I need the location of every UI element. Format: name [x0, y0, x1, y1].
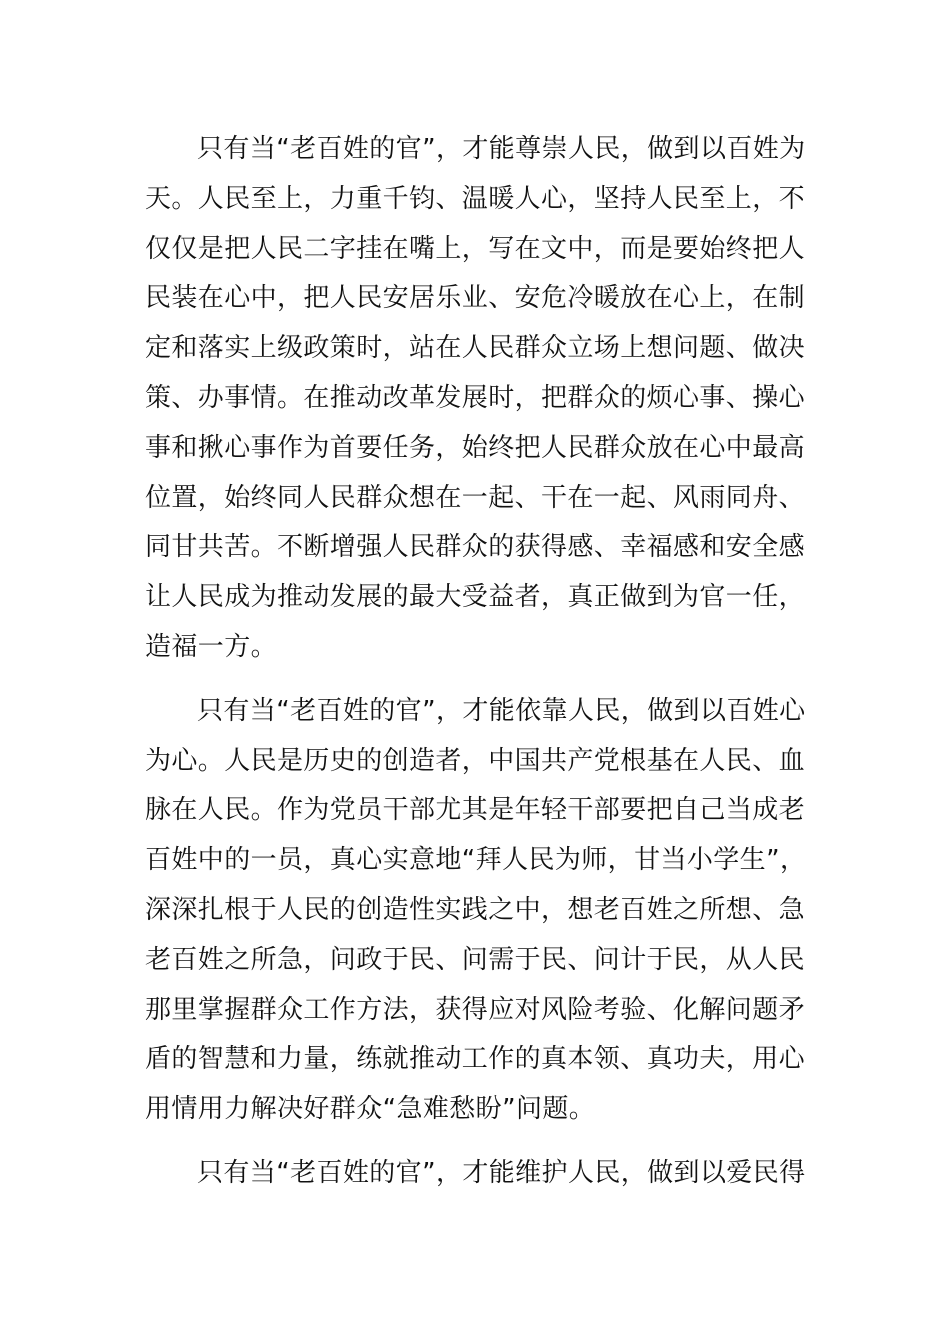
text-line: 用情用力解决好群众“急难愁盼”问题。 — [145, 1094, 596, 1125]
text-line: 老百姓之所急，问政于民、问需于民、问计于民，从人民 — [145, 944, 806, 975]
text-line: 位置，始终同人民群众想在一起、干在一起、风雨同舟、 — [145, 482, 806, 513]
text-line: 事和揪心事作为首要任务，始终把人民群众放在心中最高 — [145, 432, 806, 463]
paragraph-2 — [145, 687, 807, 1135]
text-line: 只有当“老百姓的官”，才能依靠人民，做到以百姓心 — [197, 695, 806, 726]
text-line: 只有当“老百姓的官”，才能尊崇人民，做到以百姓为 — [197, 134, 806, 164]
text-line: 策、办事情。在推动改革发展时，把群众的烦心事、操心 — [145, 382, 806, 413]
text-line: 让人民成为推动发展的最大受益者，真正做到为官一任， — [145, 582, 806, 613]
text-line: 民装在心中，把人民安居乐业、安危冷暖放在心上，在制 — [145, 283, 806, 314]
text-line: 造福一方。 — [145, 631, 278, 662]
text-line: 只有当“老百姓的官”，才能维护人民，做到以爱民得 — [197, 1157, 806, 1188]
paragraph-3 — [145, 1149, 807, 1199]
text-line: 盾的智慧和力量，练就推动工作的真本领、真功夫，用心 — [145, 1044, 806, 1075]
text-line: 深深扎根于人民的创造性实践之中，想老百姓之所想、急 — [145, 894, 806, 925]
text-line: 百姓中的一员，真心实意地“拜人民为师，甘当小学生”， — [145, 845, 807, 876]
text-line: 为心。人民是历史的创造者，中国共产党根基在人民、血 — [145, 745, 806, 776]
text-line: 仅仅是把人民二字挂在嘴上，写在文中，而是要始终把人 — [145, 233, 806, 264]
text-line: 定和落实上级政策时，站在人民群众立场上想问题、做决 — [145, 333, 806, 364]
document-body — [145, 125, 807, 1213]
text-line: 脉在人民。作为党员干部尤其是年轻干部要把自己当成老 — [145, 795, 806, 826]
text-line: 同甘共苦。不断增强人民群众的获得感、幸福感和安全感 — [145, 532, 806, 563]
text-line: 天。人民至上，力重千钧、温暖人心，坚持人民至上，不 — [145, 183, 806, 214]
paragraph-1 — [145, 125, 807, 673]
text-line: 那里掌握群众工作方法，获得应对风险考验、化解问题矛 — [145, 994, 806, 1025]
